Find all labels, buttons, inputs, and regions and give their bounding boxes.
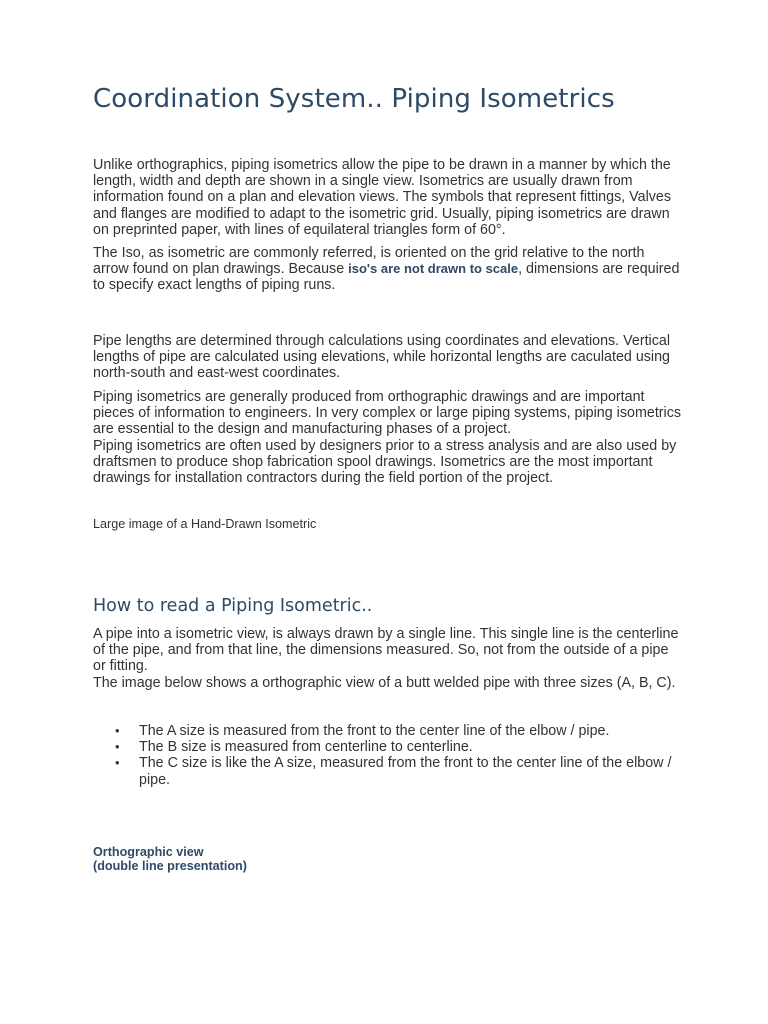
orthographic-intro-text: The image below shows a orthographic view of a butt welded pipe with three sizes (A, B, C). [93, 674, 676, 691]
section-heading: How to read a Piping Isometric.. [93, 596, 373, 616]
isometrics-designers-text: Piping isometrics are often used by designers prior to a stress analysis and are also used by draftsmen to produce shop fabrication spool drawings. Isometrics are the most important drawings for installation contractors during the field portion of the project. [93, 437, 677, 487]
ortho-label-line1: Orthographic view [93, 845, 204, 859]
orientation-text-before: The Iso, as isometric are commonly referred, is oriented on the grid relative to the north arrow found on plan drawings. Because [93, 245, 645, 278]
orientation-text-after: , dimensions are required to specify exact lengths of piping runs. [93, 261, 680, 294]
bullet-c-size: • The C size is like the A size, measured from the front to the center line of the elbow / pipe. [139, 755, 683, 787]
pipe-lengths-paragraph: Pipe lengths are determined through calculations using coordinates and elevations. Vertical lengths of pipe are calculated using elevations, while horizontal lengths are caculated using north-south and east-west coordinates. [93, 333, 671, 382]
image-caption: Large image of a Hand-Drawn Isometric [93, 517, 317, 531]
page-title: Coordination System.. Piping Isometrics [93, 84, 615, 114]
bullet-b-size: • The B size is measured from centerline to centerline. [139, 739, 683, 755]
isometrics-usage-paragraph [93, 389, 683, 486]
isometrics-production-text: Piping isometrics are generally produced from orthographic drawings and are important pieces of information to engineers. In very complex or large piping systems, piping isometrics are essential to the design and manufacturing phases of a project. [93, 389, 682, 438]
size-bullet-list [93, 723, 683, 788]
ortho-label-line2: (double line presentation) [93, 859, 247, 874]
intro-paragraph: Unlike orthographics, piping isometrics allow the pipe to be drawn in a manner by which the length, width and depth are shown in a single view. Isometrics are usually drawn from information found on a plan and elevation views. The symbols that represent fittings, Valves and flanges are modified to adapt to the isometric grid. Usually, piping isometrics are drawn on preprinted paper, with lines of equilateral triangles form of 60°. [93, 157, 672, 238]
bullet-a-size: • The A size is measured from the front to the center line of the elbow / pipe. [139, 723, 683, 739]
orientation-paragraph [93, 245, 683, 294]
reading-paragraph [93, 626, 683, 691]
single-line-text: A pipe into a isometric view, is always drawn by a single line. This single line is the centerline of the pipe, and from that line, the dimensions measured. So, not from the outside of a pipe or fitting. [93, 626, 679, 675]
orthographic-view-label [93, 845, 247, 874]
not-to-scale-link[interactable]: iso's are not drawn to scale [348, 261, 519, 277]
